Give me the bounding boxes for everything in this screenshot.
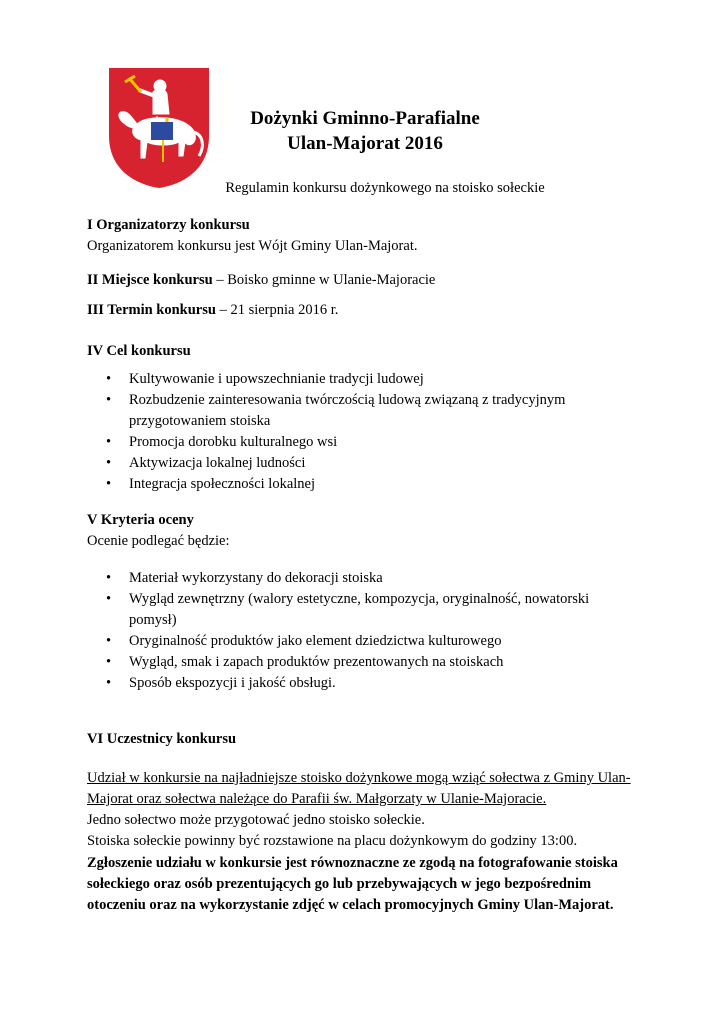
section-date (87, 300, 647, 321)
section-text: – Boisko gminne w Ulanie-Majoracie (212, 272, 436, 288)
section-location (87, 270, 647, 291)
list-item: • Integracja społeczności lokalnej (106, 474, 626, 495)
goal-list (106, 369, 626, 495)
section-heading: II Miejsce konkursu (87, 272, 213, 288)
list-item: • Materiał wykorzystany do dekoracji stoiska (106, 568, 626, 589)
document-title-line2: Ulan-Majorat 2016 (287, 133, 443, 154)
section-participants (87, 768, 647, 852)
section-text: Ocenie podlegać będzie: (87, 533, 230, 549)
section-criteria (87, 510, 647, 552)
list-item: • Aktywizacja lokalnej ludności (106, 453, 626, 474)
list-item: • Promocja dorobku kulturalnego wsi (106, 432, 626, 453)
section-text: Organizatorem konkursu jest Wójt Gminy Ulan-Majorat. (87, 238, 418, 254)
section-heading: III Termin konkursu (87, 302, 216, 318)
list-item: • Wygląd zewnętrzny (walory estetyczne, kompozycja, oryginalność, nowatorski pomysł) (106, 589, 626, 631)
list-item: • Kultywowanie i upowszechnianie tradycji ludowej (106, 369, 626, 390)
section-goal-heading: IV Cel konkursu (87, 343, 191, 359)
section-participants-heading: VI Uczestnicy konkursu (87, 731, 237, 747)
criteria-list (106, 568, 626, 694)
participants-eligibility-text: Udział w konkursie na najładniejsze stoisko dożynkowe mogą wziąć sołectwa z Gminy Ulan-Majorat oraz sołectwa należące do Parafii św. Małgorzaty w Ulanie-Majoracie. (87, 770, 631, 807)
photo-consent-text: Zgłoszenie udziału w konkursie jest równoznaczne ze zgodą na fotografowanie stoiska sołeckiego oraz osób prezentujących go lub przebywających w jego bezpośrednim otoczeniu oraz na wykorzystanie zdjęć w celach promocyjnych Gminy Ulan-Majorat. (87, 855, 618, 913)
list-item: • Rozbudzenie zainteresowania twórczością ludową związaną z tradycyjnym przygotowaniem stoiska (106, 390, 626, 432)
section-heading: I Organizatorzy konkursu (87, 217, 250, 233)
list-item: • Sposób ekspozycji i jakość obsługi. (106, 673, 626, 694)
participants-rule-text: Jedno sołectwo może przygotować jedno stoisko sołeckie. (87, 812, 425, 828)
coat-of-arms-image (107, 66, 211, 190)
section-heading: V Kryteria oceny (87, 512, 194, 528)
list-item: • Oryginalność produktów jako element dziedzictwa kulturowego (106, 631, 626, 652)
section-organizers (87, 215, 647, 257)
participants-deadline-text: Stoiska sołeckie powinny być rozstawione na placu dożynkowym do godziny 13:00. (87, 833, 578, 849)
section-text: – 21 sierpnia 2016 r. (215, 302, 339, 318)
document-title-line1: Dożynki Gminno-Parafialne (250, 108, 480, 129)
list-item: • Wygląd, smak i zapach produktów prezentowanych na stoiskach (106, 652, 626, 673)
document-subtitle: Regulamin konkursu dożynkowego na stoisko sołeckie (225, 180, 545, 196)
